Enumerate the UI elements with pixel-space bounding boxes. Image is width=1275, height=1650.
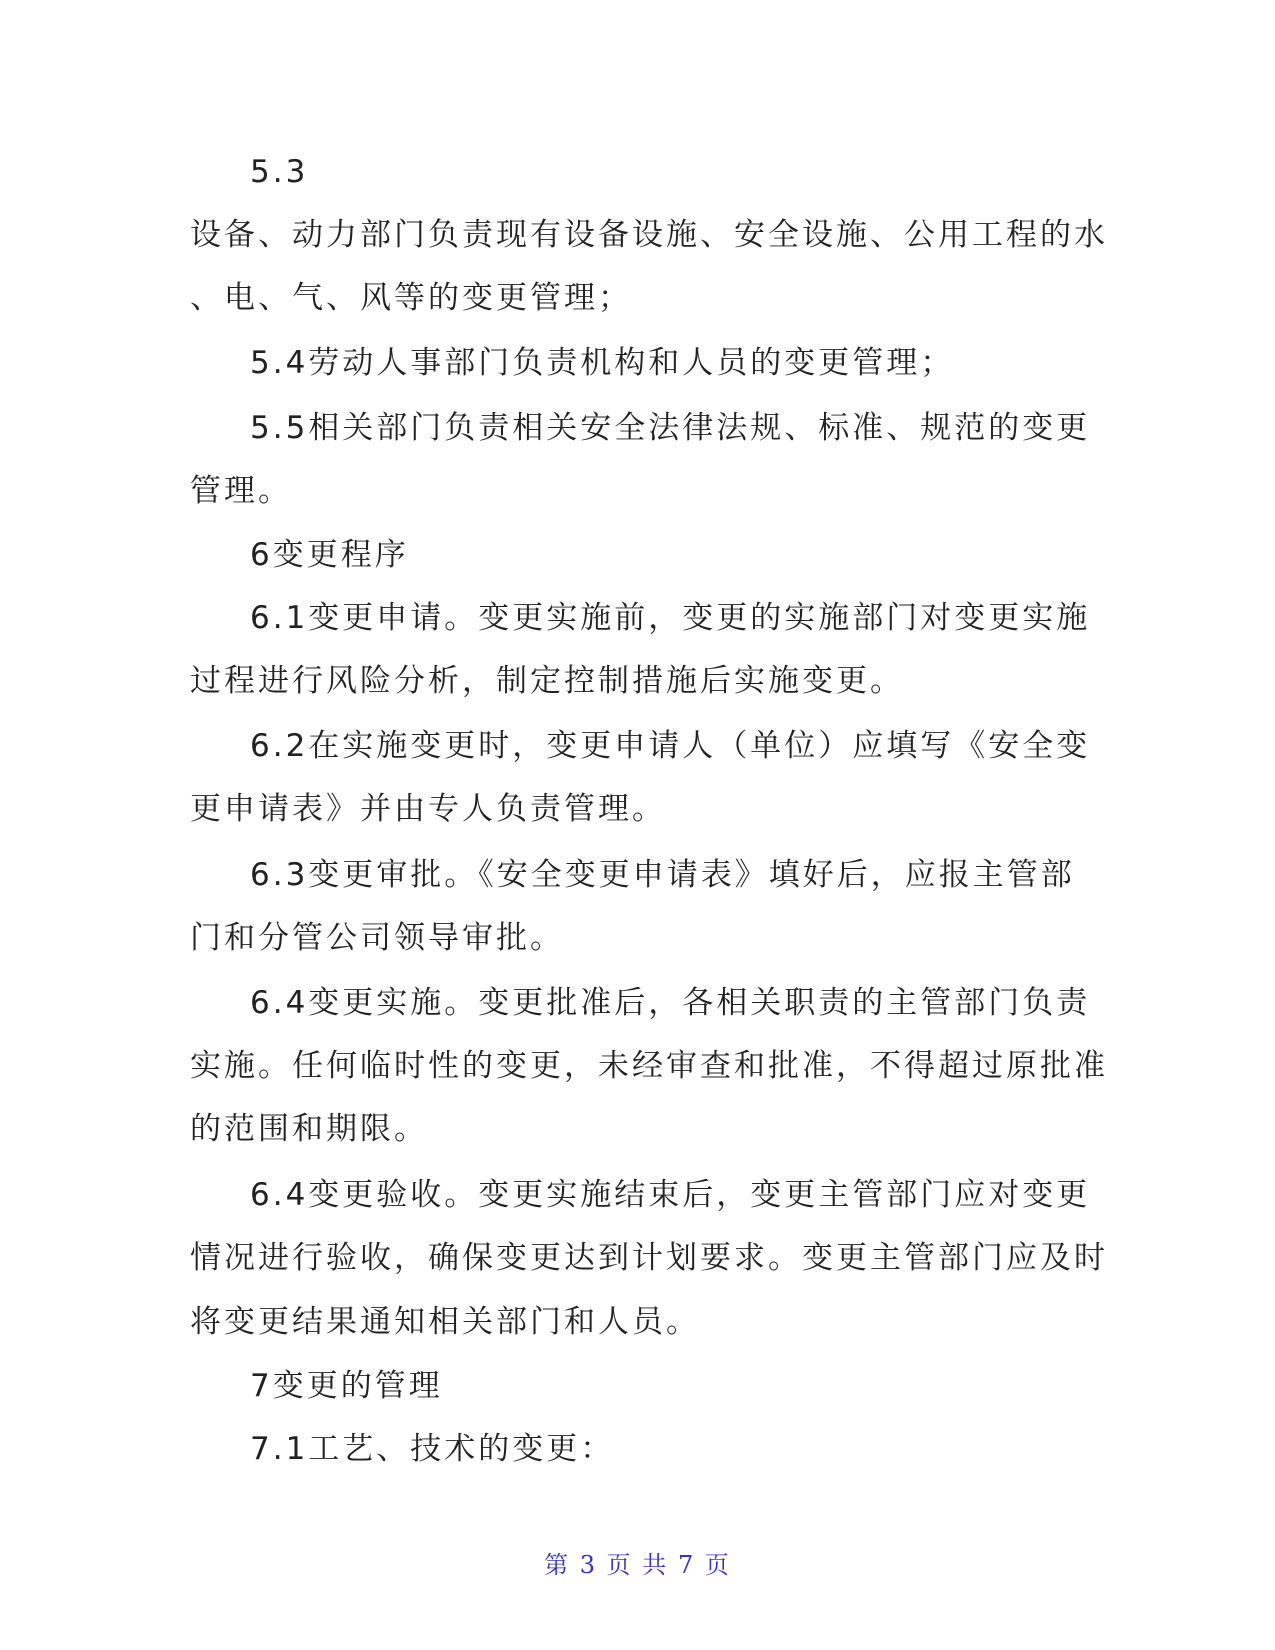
section-heading: 7变更的管理 [250,1368,443,1404]
text-line: 设备、动力部门负责现有设备设施、安全设施、公用工程的水 [190,217,1108,253]
text-line: 更申请表》并由专人负责管理。 [190,791,666,827]
text-line: 、电、气、风等的变更管理； [190,280,632,316]
text-line: 情况进行验收，确保变更达到计划要求。变更主管部门应及时 [190,1240,1108,1276]
text-line: 5.3 [250,154,309,190]
text-line: 7.1工艺、技术的变更： [250,1431,615,1467]
section-heading: 6变更程序 [250,537,409,573]
page-number-footer: 第 3 页 共 7 页 [544,1551,731,1579]
text-line: 过程进行风险分析，制定控制措施后实施变更。 [190,663,904,699]
text-line: 的范围和期限。 [190,1111,428,1147]
text-line: 5.5相关部门负责相关安全法律法规、标准、规范的变更 [250,410,1091,446]
text-line: 5.4劳动人事部门负责机构和人员的变更管理； [250,345,955,381]
text-line: 6.1变更申请。变更实施前，变更的实施部门对变更实施 [250,600,1091,636]
text-line: 6.4变更验收。变更实施结束后，变更主管部门应对变更 [250,1177,1091,1213]
text-line: 将变更结果通知相关部门和人员。 [190,1304,700,1340]
text-line: 管理。 [190,473,292,509]
text-line: 6.4变更实施。变更批准后，各相关职责的主管部门负责 [250,985,1091,1021]
text-line: 6.3变更审批。《安全变更申请表》填好后，应报主管部 [250,857,1075,893]
text-line: 门和分管公司领导审批。 [190,920,564,956]
text-line: 实施。任何临时性的变更，未经审查和批准，不得超过原批准 [190,1048,1108,1084]
text-line: 6.2在实施变更时，变更申请人（单位）应填写《安全变 [250,728,1091,764]
